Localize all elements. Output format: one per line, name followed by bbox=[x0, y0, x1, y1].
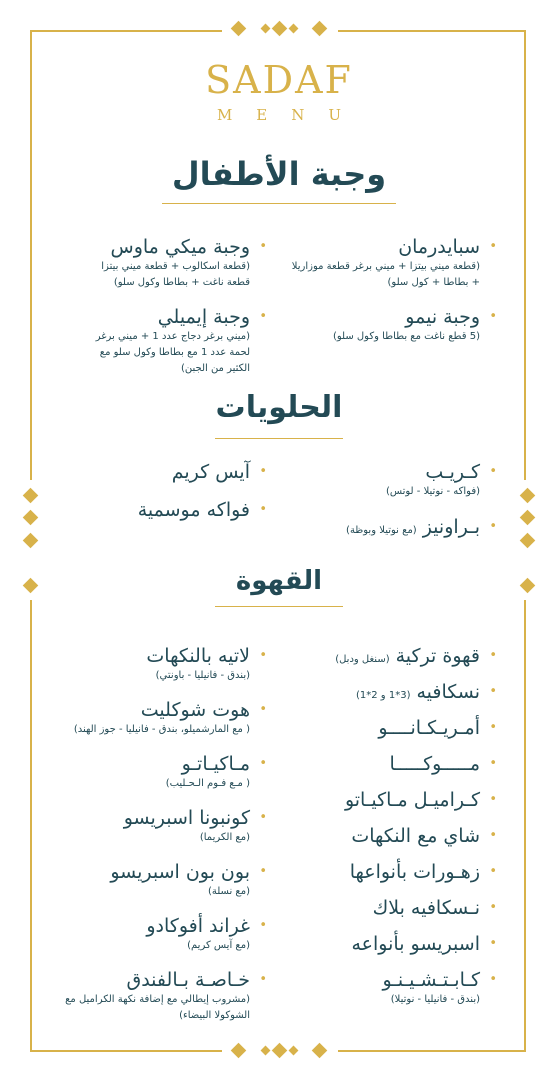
menu-item-note: (مع نوتيلا وبوظة) bbox=[346, 525, 417, 536]
menu-item-desc: (بندق - فانيليا - نوتيلا) bbox=[390, 994, 480, 1005]
bullet-icon: • bbox=[489, 239, 497, 254]
menu-item-note: (3*1 و 2*1) bbox=[355, 690, 411, 701]
brand-logo: SADAF bbox=[205, 58, 353, 102]
menu-item bbox=[285, 968, 497, 1008]
menu-item bbox=[285, 860, 497, 884]
menu-item-desc: (مع الكريما) bbox=[199, 832, 250, 843]
section-title-desserts: الحلويات bbox=[215, 390, 343, 425]
menu-item-name: لاتيه بالنكهات bbox=[146, 645, 250, 667]
menu-item-name: قهوة تركية bbox=[395, 645, 480, 667]
menu-item-desc: (قطعة اسكالوب + قطعة ميني بيتزا قطعة ناغت + بطاطا وكول سلو) bbox=[101, 261, 250, 288]
menu-item bbox=[285, 460, 497, 500]
bullet-icon: • bbox=[259, 309, 267, 324]
bullet-icon: • bbox=[489, 756, 497, 771]
menu-item bbox=[285, 932, 497, 956]
menu-item bbox=[50, 968, 267, 1024]
menu-item bbox=[50, 860, 267, 900]
bullet-icon: • bbox=[489, 936, 497, 951]
menu-item-name: كـريـب bbox=[425, 461, 480, 483]
bullet-icon: • bbox=[259, 756, 267, 771]
menu-item bbox=[50, 498, 267, 522]
menu-item-desc: (فواكه - نوتيلا - لوتس) bbox=[385, 486, 480, 497]
section-divider bbox=[162, 203, 396, 204]
bullet-icon: • bbox=[259, 702, 267, 717]
menu-item-name: كـابـتـشـيـنـو bbox=[382, 969, 480, 991]
menu-item-desc: (مع آيس كريم) bbox=[187, 940, 250, 951]
menu-item-name: سبايدرمان bbox=[398, 236, 480, 258]
menu-item-name: غراند أفوكادو bbox=[146, 915, 250, 937]
menu-item-desc: ( مـع فـوم الـحـليب) bbox=[165, 778, 250, 789]
menu-item-name: نـسكافيه بلاك bbox=[372, 897, 480, 919]
menu-item-note: (سنغل ودبل) bbox=[335, 654, 390, 665]
menu-item-name: نسكافيه bbox=[416, 681, 480, 703]
menu-item bbox=[285, 305, 497, 345]
menu-item bbox=[285, 824, 497, 848]
menu-item bbox=[50, 460, 267, 484]
bullet-icon: • bbox=[259, 464, 267, 479]
menu-item bbox=[50, 914, 267, 954]
menu-item-desc: (ميني برغر دجاج عدد 1 + ميني برغر لحمة عدد 1 مع بطاطا وكول سلو مع الكثير من الجبن) bbox=[95, 331, 250, 374]
menu-item-desc: (5 قطع ناغت مع بطاطا وكول سلو) bbox=[332, 331, 480, 342]
menu-item-name: أمـريـكـانــــو bbox=[378, 717, 480, 739]
bullet-icon: • bbox=[259, 972, 267, 987]
menu-item-name: فواكه موسمية bbox=[137, 499, 250, 521]
menu-item-name: وجبة نيمو bbox=[405, 306, 480, 328]
menu-item bbox=[285, 680, 497, 704]
menu-item-name: خـاصـة بـالفندق bbox=[126, 969, 250, 991]
menu-item bbox=[285, 788, 497, 812]
menu-item bbox=[50, 235, 267, 291]
bullet-icon: • bbox=[489, 792, 497, 807]
bullet-icon: • bbox=[489, 972, 497, 987]
section-title-kids: وجبة الأطفال bbox=[171, 155, 387, 193]
menu-item-desc: (مشروب إيطالي مع إضافة نكهة الكراميل مع الشوكولا البيضاء) bbox=[65, 994, 250, 1021]
menu-item-desc: (بندق - فانيليا - باونتي) bbox=[155, 670, 250, 681]
menu-item-name: آيس كريم bbox=[171, 461, 250, 483]
bullet-icon: • bbox=[489, 519, 497, 534]
section-title-coffee: القهوة bbox=[235, 566, 323, 596]
menu-item-name: كـراميـل مـاكيـاتو bbox=[344, 789, 480, 811]
menu-item-name: شاي مع النكهات bbox=[351, 825, 480, 847]
menu-item-name: بـراونيز bbox=[422, 516, 480, 538]
bullet-icon: • bbox=[489, 309, 497, 324]
bullet-icon: • bbox=[489, 720, 497, 735]
menu-item-desc: ( مع المارشميلو، بندق - فانيليا - جوز الهند) bbox=[73, 724, 250, 735]
bullet-icon: • bbox=[259, 810, 267, 825]
menu-item bbox=[50, 806, 267, 846]
menu-item bbox=[285, 515, 497, 539]
section-divider bbox=[215, 606, 343, 607]
menu-item bbox=[50, 644, 267, 684]
bullet-icon: • bbox=[259, 648, 267, 663]
menu-item-name: زهـورات بأنواعها bbox=[349, 861, 480, 883]
menu-item-name: مـاكيـاتـو bbox=[181, 753, 250, 775]
bullet-icon: • bbox=[489, 828, 497, 843]
bullet-icon: • bbox=[489, 900, 497, 915]
menu-item bbox=[285, 752, 497, 776]
menu-item-name: كونبونا اسبريسو bbox=[123, 807, 250, 829]
bullet-icon: • bbox=[259, 918, 267, 933]
menu-item bbox=[285, 644, 497, 668]
menu-item-name: وجبة ميكي ماوس bbox=[110, 236, 250, 258]
menu-item-name: مـــــوكـــــا bbox=[389, 753, 480, 775]
bullet-icon: • bbox=[489, 684, 497, 699]
menu-item-name: بون بون اسبريسو bbox=[110, 861, 250, 883]
menu-item bbox=[285, 716, 497, 740]
menu-item bbox=[50, 305, 267, 377]
bullet-icon: • bbox=[489, 648, 497, 663]
bullet-icon: • bbox=[259, 239, 267, 254]
menu-item-desc: (مع نسلة) bbox=[207, 886, 250, 897]
menu-item-desc: (قطعة ميني بيتزا + ميني برغر قطعة موزاريلا + بطاطا + كول سلو) bbox=[291, 261, 480, 288]
menu-item bbox=[285, 235, 497, 291]
bullet-icon: • bbox=[259, 502, 267, 517]
menu-subtitle: MENU bbox=[216, 106, 366, 124]
section-divider bbox=[215, 438, 343, 439]
menu-item-name: اسبريسو بأنواعه bbox=[351, 933, 480, 955]
bullet-icon: • bbox=[489, 464, 497, 479]
menu-item-name: وجبة إيميلي bbox=[157, 306, 250, 328]
bullet-icon: • bbox=[259, 864, 267, 879]
menu-item bbox=[50, 752, 267, 792]
menu-item bbox=[285, 896, 497, 920]
menu-item bbox=[50, 698, 267, 738]
bullet-icon: • bbox=[489, 864, 497, 879]
menu-item-name: هوت شوكليت bbox=[140, 699, 250, 721]
